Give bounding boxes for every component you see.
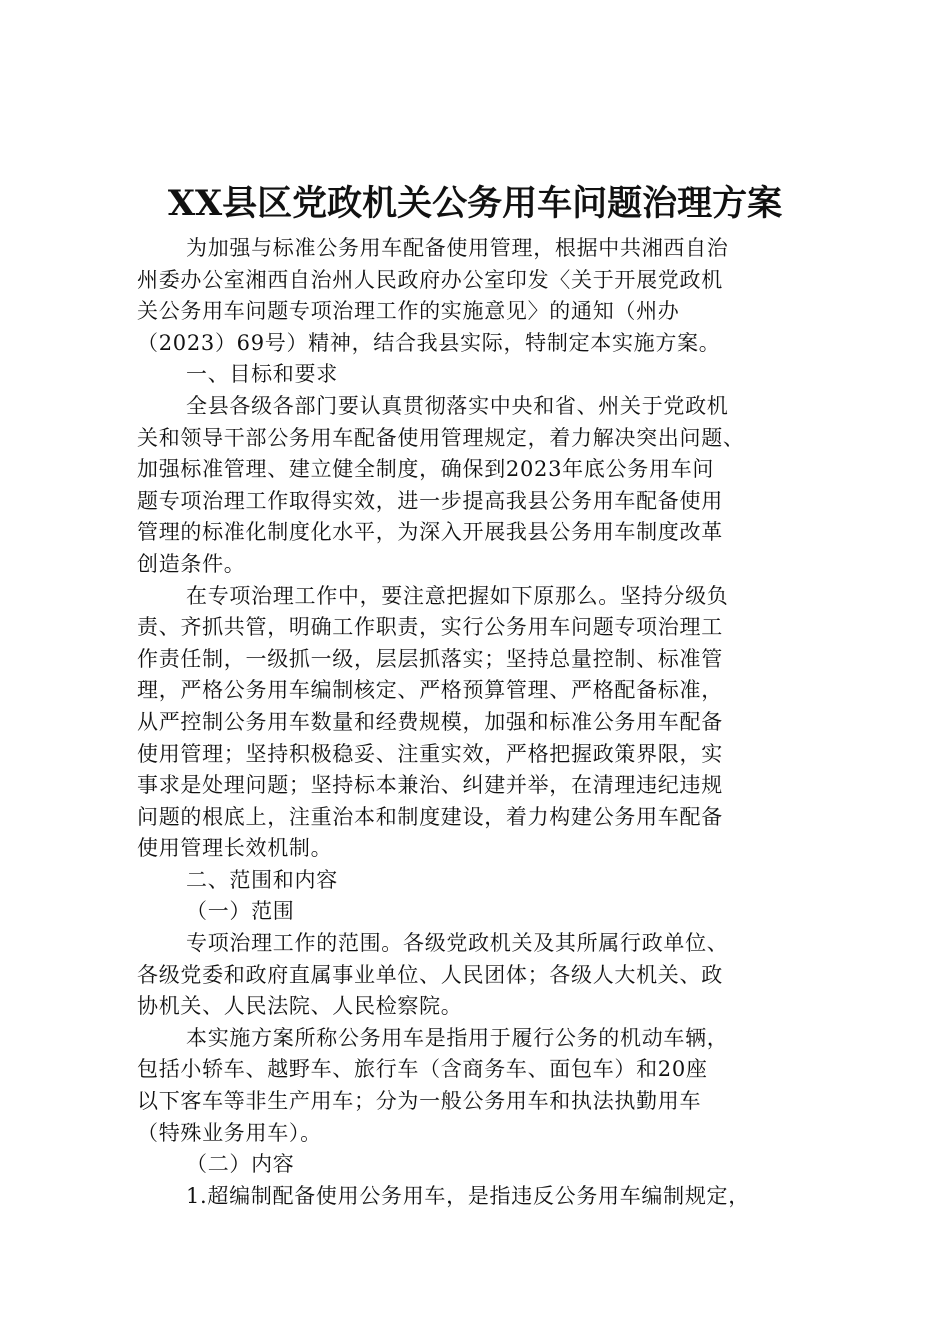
text-line: 二、范围和内容 — [186, 867, 338, 892]
text-line: 一、目标和要求 — [186, 362, 338, 387]
text-line: 协机关、人民法院、人民检察院。 — [137, 994, 463, 1019]
text-line: 管理的标准化制度化水平，为深入开展我县公务用车制度改革 — [137, 520, 723, 545]
text-line: 关公务用车问题专项治理工作的实施意见〉的通知（州办 — [137, 299, 680, 324]
text-line: 包括小轿车、越野车、旅行车（含商务车、面包车）和20座 — [137, 1057, 708, 1082]
text-line: 以下客车等非生产用车；分为一般公务用车和执法执勤用车 — [137, 1089, 702, 1114]
text-line: （二）内容 — [186, 1152, 295, 1177]
text-line: 各级党委和政府直属事业单位、人民团体；各级人大机关、政 — [137, 962, 723, 987]
text-line: 专项治理工作的范围。各级党政机关及其所属行政单位、 — [186, 931, 729, 956]
text-line: （特殊业务用车）。 — [137, 1120, 322, 1145]
text-line: 州委办公室湘西自治州人民政府办公室印发〈关于开展党政机 — [137, 267, 723, 292]
text-line: 问题的根底上，注重治本和制度建设，着力构建公务用车配备 — [137, 804, 723, 829]
text-line: 使用管理；坚持积极稳妥、注重实效，严格把握政策界限，实 — [137, 741, 723, 766]
document-title: XX县区党政机关公务用车问题治理方案 — [167, 183, 783, 224]
text-line: 加强标准管理、建立健全制度，确保到2023年底公务用车问 — [137, 457, 715, 482]
text-line: 使用管理长效机制。 — [137, 836, 333, 861]
text-line: （2023）69号）精神，结合我县实际，特制定本实施方案。 — [137, 330, 721, 355]
text-line: 1.超编制配备使用公务用车，是指违反公务用车编制规定， — [186, 1183, 750, 1208]
text-line: 事求是处理问题；坚持标本兼治、纠建并举，在清理违纪违规 — [137, 773, 723, 798]
text-line: 责、齐抓共管，明确工作职责，实行公务用车问题专项治理工 — [137, 615, 723, 640]
text-line: 题专项治理工作取得实效，进一步提高我县公务用车配备使用 — [137, 488, 723, 513]
text-line: 关和领导干部公务用车配备使用管理规定，着力解决突出问题、 — [137, 425, 745, 450]
text-line: 理，严格公务用车编制核定、严格预算管理、严格配备标准， — [137, 678, 723, 703]
text-line: （一）范围 — [186, 899, 295, 924]
text-line: 从严控制公务用车数量和经费规模，加强和标准公务用车配备 — [137, 709, 723, 734]
text-line: 为加强与标准公务用车配备使用管理，根据中共湘西自治 — [186, 236, 729, 260]
text-line: 在专项治理工作中，要注意把握如下原那么。坚持分级负 — [186, 583, 729, 608]
text-line: 创造条件。 — [137, 551, 246, 576]
text-line: 本实施方案所称公务用车是指用于履行公务的机动车辆， — [186, 1025, 729, 1050]
text-line: 全县各级各部门要认真贯彻落实中央和省、州关于党政机 — [186, 393, 729, 418]
text-line: 作责任制，一级抓一级，层层抓落实；坚持总量控制、标准管 — [137, 646, 723, 671]
document-body — [137, 233, 827, 1212]
